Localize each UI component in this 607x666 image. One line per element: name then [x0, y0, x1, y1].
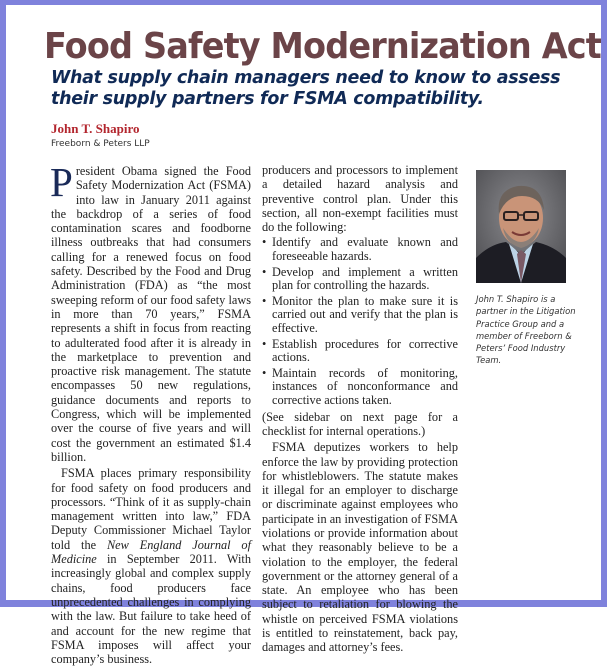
- sidebar-note: (See sidebar on next page for a checklist for internal operations.): [262, 409, 458, 438]
- journal-name: New England Journal of Medicine: [51, 537, 251, 567]
- article-subtitle: What supply chain managers need to know to assess their supply partners for FSMA compatibility.: [51, 68, 561, 109]
- list-item-text: Develop and implement a written plan for controlling the hazards.: [272, 264, 458, 293]
- drop-cap: P: [50, 159, 73, 205]
- list-item-text: Maintain records of monitoring, instances of nonconformance and corrective actions taken.: [272, 365, 458, 408]
- paragraph-intro-text: resident Obama signed the Food Safety Modernization Act (FSMA) into law in January 2011 against the backdrop of a series of food contamination scares and foodborne illness outbreaks that had consumers calling for a renewed focus on food safety. Described by the Food and Drug Administration (FDA) as “the most sweeping reform of our food safety laws in more than 70 years,” FSMA represents a shift in focus from reacting to adulterated food after it is already in the marketplace to prevention and proactive risk management. The statute encompasses 50 new regulations, guidance documents and reports to Congress, which will be implemented over the course of five years and will cost the government an estimated $1.4 billion.: [51, 164, 251, 464]
- paragraph-text: FSMA places primary responsibility for food safety on food producers and processors. “Think of it as supply-chain management written into law,” FDA Deputy Commissioner Michael Taylor told the: [51, 466, 251, 552]
- bullet-icon: •: [262, 336, 267, 351]
- author-portrait-image: [476, 170, 566, 283]
- list-item: [262, 236, 458, 263]
- paragraph-intro: [50, 159, 251, 464]
- paragraph-whistleblowers: FSMA deputizes workers to help enforce the law by providing protection for whistleblowers. The statute makes it illegal for an employer to discharge or discriminate against employees who participate in an investigation of FSMA violations or provide information about what they reasonably believe to be a violation to the employer, the federal government or the attorney general of a state. An employee who has been subject to retaliation for blowing the whistle on perceived FSMA violations is entitled to reinstatement, back pay, damages and attorney’s fees.: [262, 440, 458, 655]
- paragraph-responsibility: [51, 466, 251, 666]
- paragraph-hazard-plan: producers and processors to implement a detailed hazard analysis and preventive control plan. Under this section, all non-exempt facilities must do the following:: [262, 163, 458, 235]
- author-name: John T. Shapiro: [51, 121, 140, 136]
- list-item: [262, 367, 458, 408]
- list-item: [262, 295, 458, 336]
- author-photo: [476, 170, 566, 283]
- article-column-2: [262, 163, 458, 655]
- requirements-list: [262, 236, 458, 407]
- list-item-text: Identify and evaluate known and foreseeable hazards.: [272, 235, 458, 264]
- author-affiliation: Freeborn & Peters LLP: [51, 139, 150, 149]
- list-item: [262, 338, 458, 365]
- article-title: Food Safety Modernization Act: [44, 26, 601, 67]
- list-item-text: Monitor the plan to make sure it is carried out and verify that the plan is effective.: [272, 293, 458, 336]
- list-item: [262, 266, 458, 293]
- bullet-icon: •: [262, 235, 267, 250]
- bullet-icon: •: [262, 365, 267, 380]
- author-bio-caption: John T. Shapiro is a partner in the Litigation Practice Group and a member of Freeborn & Peters’ Food Industry Team.: [476, 294, 576, 366]
- paragraph-text: in September 2011. With increasingly global and complex supply chains, food producers face unprecedented challenges in complying with the law. But failure to take heed of and account for the new regime that FSMA imposes will affect your company’s business.: [51, 552, 251, 666]
- list-item-text: Establish procedures for corrective actions.: [272, 336, 458, 365]
- bullet-icon: •: [262, 293, 267, 308]
- bullet-icon: •: [262, 264, 267, 279]
- article-column-1: [50, 159, 251, 666]
